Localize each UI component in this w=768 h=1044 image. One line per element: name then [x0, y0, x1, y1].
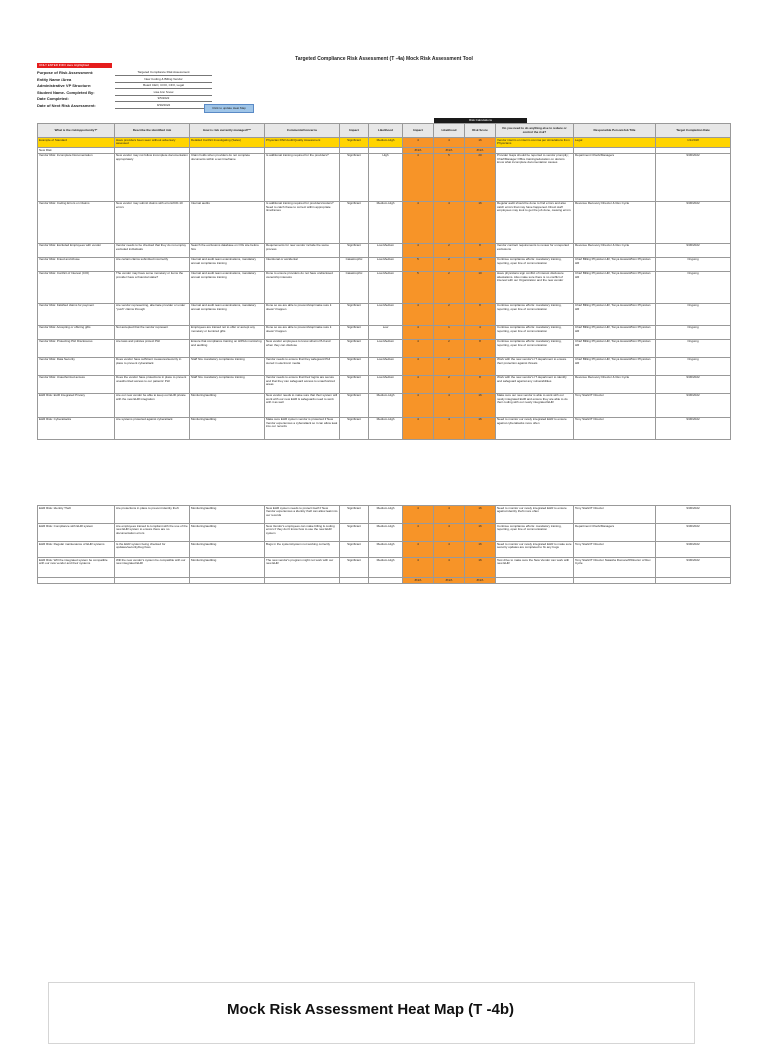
info-value-field[interactable]: Targeted Compliance Risk Assessment [115, 70, 212, 76]
cell-ci[interactable]: 4 [403, 138, 434, 148]
cell-cl[interactable]: 5 [434, 153, 465, 201]
info-value-field[interactable]: 9/5/2022 [115, 96, 212, 102]
cell-comments[interactable]: The new vendor's program might not work with our new EHR [265, 558, 340, 578]
cell-managed[interactable]: Search the exclusions database on OIG site before hire [190, 243, 265, 257]
cell-managed[interactable]: Detailed Conflict Investigating (Sales) [190, 138, 265, 148]
cell-comments[interactable]: New EHR system needs to protect itself if New Vendor experiences a identity theft can allow leak into our records [265, 506, 340, 524]
cell-score[interactable]: #N/A [465, 148, 496, 154]
cell-impact[interactable]: Catastrophic [340, 257, 369, 271]
column-header: Responsible Person/Job Title [574, 124, 656, 138]
cell-impact[interactable]: Significant [340, 201, 369, 243]
info-label: Date Completed: [37, 96, 69, 102]
column-header: Risk Score [465, 124, 496, 138]
cell-reduce[interactable]: Need to monitor our newly integrated EHR to ensure against identity theft more often [496, 506, 574, 524]
cell-comments[interactable]: Done so we are able to prevent/stop/make sure it doesn't happen [265, 303, 340, 325]
cell-ci[interactable]: 5 [403, 271, 434, 303]
cell-ci[interactable]: 5 [403, 257, 434, 271]
cell-score[interactable]: 16 [465, 201, 496, 243]
cell-impact[interactable]: Significant [340, 357, 369, 375]
cell-impact[interactable]: Catastrophic [340, 271, 369, 303]
highlight-banner: ONLY ENTER INFO Here Highlighted [37, 63, 112, 68]
cell-likelihood[interactable]: Medium-High [369, 201, 403, 243]
cell-comments[interactable]: Done so we are able to prevent/stop/make sure it doesn't happen [265, 325, 340, 339]
cell-managed[interactable]: Monitoring/auditing [190, 524, 265, 542]
heatmap-title: Mock Risk Assessment Heat Map (T -4b) [226, 1001, 515, 1018]
cell-risk[interactable]: Vendor Risk: Incomplete Documentation [38, 153, 115, 201]
cell-comments[interactable]: Requirements for new vendor include the same process [265, 243, 340, 257]
cell-person[interactable]: Tony Stark/IT Director Natasha Romanoff/Director of Rev Cycle [574, 558, 656, 578]
cell-score[interactable]: 20 [465, 153, 496, 201]
total-ci: #N/A [403, 578, 434, 584]
cell-person[interactable]: Tony Stark/IT Director [574, 393, 656, 417]
cell-cl[interactable]: #N/A [434, 148, 465, 154]
table-row [38, 153, 731, 201]
empty-cell [265, 578, 340, 584]
cell-impact[interactable]: Significant [340, 542, 369, 558]
risk-calculations-header: Risk Calculations [434, 118, 527, 123]
cell-person[interactable]: Chief Billing Physician HR, Tonya Howard/Non Physician HR [574, 271, 656, 303]
empty-cell [115, 578, 190, 584]
table-row [38, 558, 731, 578]
table-row [38, 393, 731, 417]
table-row [38, 417, 731, 439]
table-row [38, 375, 731, 393]
column-header: Impact [403, 124, 434, 138]
risk-table [37, 123, 731, 440]
update-heat-map-button[interactable]: Click to update Heat Map [204, 104, 254, 113]
column-header: Likelihood [369, 124, 403, 138]
cell-comments[interactable]: New vendor employees to know what is PHI and when they can disclose [265, 339, 340, 357]
column-header: Target Completion Date [656, 124, 731, 138]
cell-cl[interactable]: 2 [434, 357, 465, 375]
cell-reduce[interactable]: Continue compliance efforts: mandatory training, reporting, open line of communication [496, 325, 574, 339]
total-score: #N/A [465, 578, 496, 584]
cell-impact[interactable]: Significant [340, 524, 369, 542]
cell-risk[interactable]: Vendor Risk: Excluded Employees with vendor [38, 243, 115, 257]
cell-cl[interactable]: 4 [434, 417, 465, 439]
empty-cell [656, 578, 731, 584]
cell-reduce[interactable]: Work with the new vendor's IT department to identify and safeguard against any vulnerabilities [496, 375, 574, 393]
cell-risk[interactable]: EHR Risk: EHR Integrated Privacy [38, 393, 115, 417]
cell-risk[interactable]: Vendor Risk: Accepting or offering gifts [38, 325, 115, 339]
cell-ci[interactable]: 4 [403, 393, 434, 417]
column-header: Describe the identified risk [115, 124, 190, 138]
cell-desc[interactable]: Are certain claims submitted incorrectly [115, 257, 190, 271]
cell-likelihood[interactable]: Medium-High [369, 393, 403, 417]
cell-date[interactable]: 9/30/2022 [656, 393, 731, 417]
cell-score[interactable]: 16 [465, 417, 496, 439]
cell-ci[interactable]: 4 [403, 417, 434, 439]
cell-ci[interactable]: 4 [403, 558, 434, 578]
cell-ci[interactable]: 4 [403, 542, 434, 558]
cell-likelihood[interactable]: Medium-High [369, 417, 403, 439]
cell-risk[interactable]: Example of Standard [38, 138, 115, 148]
cell-managed[interactable]: Monitoring/auditing [190, 393, 265, 417]
cell-date[interactable]: 9/30/2022 [656, 558, 731, 578]
cell-desc[interactable]: Have providers been seen without adversary assessed [115, 138, 190, 148]
info-row [37, 83, 212, 89]
cell-desc[interactable]: Not accepted that the vendor represent [115, 325, 190, 339]
info-label: Purpose of Risk Assessment: [37, 70, 94, 75]
cell-cl[interactable]: 4 [434, 393, 465, 417]
info-value-field[interactable]: Lisa Ann Snow [115, 90, 212, 96]
cell-cl[interactable]: 2 [434, 257, 465, 271]
cell-desc[interactable]: Does vendor have sufficient measures/security in place to prevent cyberattack [115, 357, 190, 375]
cell-managed[interactable]: Staff hire mandatory compliance training [190, 375, 265, 393]
cell-date[interactable]: Ongoing [656, 339, 731, 357]
cell-reduce[interactable]: Continue compliance efforts: mandatory training, reporting, open line of communication [496, 339, 574, 357]
cell-cl[interactable]: 4 [434, 524, 465, 542]
cell-person[interactable]: Tony Stark/IT Director [574, 542, 656, 558]
info-row [37, 103, 212, 109]
table-row [38, 201, 731, 243]
cell-impact[interactable]: Significant [340, 506, 369, 524]
cell-desc[interactable]: Are laws and policies protect PHI [115, 339, 190, 357]
cell-risk[interactable]: Vendor Risk: Coding Errors on Claims [38, 201, 115, 243]
cell-date[interactable]: 1/1/2018 [656, 138, 731, 148]
cell-cl[interactable]: 2 [434, 339, 465, 357]
column-header: How is risk currently managed?** [190, 124, 265, 138]
info-value-field[interactable]: Board CEO, COO, CFO, Legal [115, 83, 212, 89]
cell-risk[interactable]: New Risk [38, 148, 115, 154]
cell-person[interactable]: Chief Billing Physician HR, Tonya Howard/Non Physician HR [574, 357, 656, 375]
cell-desc[interactable]: New vendor may submit claims with errors/ICD-10 errors [115, 201, 190, 243]
cell-person[interactable]: Chief Billing Physician HR, Tonya Howard/Non Physician HR [574, 257, 656, 271]
cell-date[interactable]: 9/30/2022 [656, 243, 731, 257]
cell-date[interactable]: Ongoing [656, 325, 731, 339]
cell-impact[interactable]: Significant [340, 417, 369, 439]
cell-date[interactable]: 9/30/2022 [656, 506, 731, 524]
cell-likelihood[interactable]: Low-Medium [369, 357, 403, 375]
cell-desc[interactable]: Does the vendor have protections in place to prevent unauthorized access to our patients' PHI [115, 375, 190, 393]
cell-comments[interactable]: Intentional or accidental [265, 257, 340, 271]
cell-managed[interactable]: Ensure that compliance training on HIPAA monitoring and auditing [190, 339, 265, 357]
cell-cl[interactable]: 4 [434, 138, 465, 148]
cell-reduce[interactable]: Continue compliance efforts: mandatory training, reporting, open line of communication [496, 524, 574, 542]
cell-likelihood[interactable]: Medium-High [369, 506, 403, 524]
cell-managed[interactable]: Internal and audit team examinations, mandatory annual compliance training [190, 303, 265, 325]
table-header-row [38, 124, 731, 138]
cell-comments[interactable]: Bugs in the system/system not working correctly [265, 542, 340, 558]
cell-likelihood[interactable]: Medium-High [369, 542, 403, 558]
info-row [37, 96, 212, 102]
cell-desc[interactable]: The vendor may have some monetary or items the provider have a financial stake? [115, 271, 190, 303]
cell-managed[interactable]: Monitoring/auditing [190, 558, 265, 578]
cell-likelihood[interactable]: Low-Medium [369, 271, 403, 303]
cell-date[interactable]: Ongoing [656, 257, 731, 271]
cell-ci[interactable]: 4 [403, 506, 434, 524]
cell-likelihood[interactable]: Low-Medium [369, 375, 403, 393]
empty-cell [38, 578, 115, 584]
cell-managed[interactable]: Staff hire mandatory compliance training [190, 357, 265, 375]
cell-person[interactable]: Chief Billing Physician HR, Tonya Howard/Non Physician HR [574, 339, 656, 357]
empty-cell [190, 578, 265, 584]
cell-reduce[interactable]: Make sure our new vendor is able to work with our newly integrated EHR and ensure they are able to do their coding with our newly integrated EHR [496, 393, 574, 417]
empty-cell [340, 578, 369, 584]
cell-cl[interactable]: 4 [434, 558, 465, 578]
cell-person[interactable]: Revenue Recovery Director & Rev Cycle [574, 375, 656, 393]
cell-person[interactable]: Tony Stark/IT Director [574, 506, 656, 524]
table-row [38, 325, 731, 339]
cell-date[interactable]: 9/30/2022 [656, 417, 731, 439]
risk-table-page-2 [37, 505, 731, 584]
column-header: Impact [340, 124, 369, 138]
cell-managed[interactable]: Internal and audit team examinations, mandatory annual compliance training [190, 257, 265, 271]
column-header: Do you need to do anything else to reduce or control the risk? [496, 124, 574, 138]
cell-ci[interactable]: 4 [403, 243, 434, 257]
cell-risk[interactable]: Vendor Risk: Unauthorized access [38, 375, 115, 393]
cell-reduce[interactable]: Continue compliance efforts: mandatory training, reporting, open line of communication [496, 257, 574, 271]
cell-score[interactable]: 8 [465, 375, 496, 393]
cell-score[interactable]: 16 [465, 558, 496, 578]
cell-risk[interactable]: EHR Risk: Will the integrated system be compatible with our new vendor and their systems [38, 558, 115, 578]
cell-score[interactable]: 10 [465, 271, 496, 303]
cell-ci[interactable]: 4 [403, 201, 434, 243]
cell-likelihood[interactable]: Low [369, 325, 403, 339]
cell-date[interactable]: 9/30/2022 [656, 375, 731, 393]
cell-score[interactable]: 16 [465, 393, 496, 417]
cell-desc[interactable]: Is the EHR system being checked for updates/security/bug fixes [115, 542, 190, 558]
cell-impact[interactable]: Significant [340, 325, 369, 339]
table-row [38, 257, 731, 271]
cell-managed[interactable]: Monitoring/auditing [190, 417, 265, 439]
total-cl: #N/A [434, 578, 465, 584]
cell-comments[interactable]: New Vendor's employees can make billing & coding errors if they don't know how to use the new EHR system [265, 524, 340, 542]
empty-cell [574, 578, 656, 584]
info-label: Date of Next Risk Assessment: [37, 103, 96, 108]
cell-managed[interactable]: Employees are trained not to offer or accept any monetary or itemized gifts [190, 325, 265, 339]
cell-cl[interactable]: 2 [434, 271, 465, 303]
cell-impact[interactable]: Significant [340, 138, 369, 148]
cell-risk[interactable]: EHR Risk: Identity Theft [38, 506, 115, 524]
cell-reduce[interactable]: Have physicians sign conflict of interest disclosure attestations. Also make sure there is no conflict of interest with our Organization and the new vendor [496, 271, 574, 303]
cell-ci[interactable]: 4 [403, 524, 434, 542]
cell-likelihood[interactable]: High [369, 153, 403, 201]
cell-ci[interactable]: 4 [403, 339, 434, 357]
cell-score[interactable]: 16 [465, 506, 496, 524]
table-row [38, 303, 731, 325]
empty-cell [496, 578, 574, 584]
cell-reduce[interactable]: Regular audit should be done to find errors and also catch errors that may have happened. Direct staff employees may look to get the job done, causing errors [496, 201, 574, 243]
document-title: Targeted Compliance Risk Assessment (T -4a) Mock Risk Assessment Tool [295, 56, 473, 62]
cell-comments[interactable]: Done to ensure providers do not have undisclosed ownership interests [265, 271, 340, 303]
cell-desc[interactable]: Are our new vendor be able to keep our EHR private with the new EHR integration [115, 393, 190, 417]
table-row [38, 542, 731, 558]
cell-person[interactable]: Department Chiefs/Managers [574, 524, 656, 542]
cell-risk[interactable]: Vendor Risk: Falsified claims for payment [38, 303, 115, 325]
cell-person[interactable]: Chief Billing Physician HR, Tonya Howard/Non Physician HR [574, 303, 656, 325]
cell-likelihood[interactable]: Low-Medium [369, 243, 403, 257]
cell-score[interactable]: 4 [465, 325, 496, 339]
cell-impact[interactable]: Significant [340, 339, 369, 357]
cell-managed[interactable]: Monitoring/auditing [190, 506, 265, 524]
cell-reduce[interactable]: Provider Gaps should be reported to vendor promptly; Chief/Manager Office training/education on doctors know what incomplete documentation causes [496, 153, 574, 201]
cell-date[interactable]: 9/30/2022 [656, 201, 731, 243]
cell-person[interactable]: Tony Stark/IT Director [574, 417, 656, 439]
cell-ci[interactable]: 4 [403, 357, 434, 375]
table-row [38, 506, 731, 524]
cell-comments[interactable]: Make sure EHR system vendor is protected if New Vendor experiences a cyberattack so it can allow leak into our records [265, 417, 340, 439]
info-label: Administrative VP Structure: [37, 83, 92, 89]
table-row [38, 524, 731, 542]
info-value-field[interactable]: 9/30/2022 [115, 103, 212, 109]
cell-date[interactable]: Ongoing [656, 271, 731, 303]
cell-risk[interactable]: Vendor Risk: Fraud and Abuse [38, 257, 115, 271]
cell-reduce[interactable]: Need to monitor our newly integrated EHR to ensure against cyberattacks more often [496, 417, 574, 439]
cell-likelihood[interactable]: Low-Medium [369, 303, 403, 325]
cell-reduce[interactable]: Test drive to make sure the New Vendor can work with new EHR [496, 558, 574, 578]
column-header: Comments/Concerns [265, 124, 340, 138]
cell-managed[interactable]: Monitoring/auditing [190, 542, 265, 558]
cell-ci[interactable]: #N/A [403, 148, 434, 154]
cell-likelihood[interactable]: Medium-High [369, 524, 403, 542]
cell-person[interactable]: Revenue Recovery Director & Rev Cycle [574, 243, 656, 257]
cell-date[interactable]: 9/30/2022 [656, 153, 731, 201]
cell-score[interactable]: 10 [465, 257, 496, 271]
cell-comments[interactable]: Physician PAR Audit/Quality Assessment [265, 138, 340, 148]
cell-score[interactable]: 16 [465, 542, 496, 558]
cell-impact[interactable]: Significant [340, 375, 369, 393]
cell-score[interactable]: 16 [465, 524, 496, 542]
cell-date[interactable]: Ongoing [656, 357, 731, 375]
cell-reduce[interactable]: Need to monitor our newly integrated EHR to make sure security updates are completed to fix any bugs [496, 542, 574, 558]
cell-comments[interactable]: Vendor needs to ensure that their logins are secure and that they can safeguard access to unauthorized areas [265, 375, 340, 393]
cell-risk[interactable]: EHR Risk: Cyberattacks [38, 417, 115, 439]
cell-comments[interactable]: Vendor needs to ensure that they safeguard PHI stored in electronic media [265, 357, 340, 375]
table-row [38, 357, 731, 375]
cell-risk[interactable]: Vendor Risk: Conflict of Interest (COI) [38, 271, 115, 303]
cell-comments[interactable]: Is additional training required for the providers? [265, 153, 340, 201]
cell-impact[interactable]: Significant [340, 243, 369, 257]
cell-cl[interactable]: 1 [434, 325, 465, 339]
cell-managed[interactable]: Claim holds when providers do not complete documents within a set timeframe [190, 153, 265, 201]
table-row [38, 138, 731, 148]
cell-likelihood[interactable]: Low-Medium [369, 257, 403, 271]
cell-cl[interactable]: 4 [434, 542, 465, 558]
cell-date[interactable]: Ongoing [656, 303, 731, 325]
cell-cl[interactable]: 2 [434, 375, 465, 393]
cell-cl[interactable]: 2 [434, 243, 465, 257]
cell-risk[interactable]: EHR Risk: Regular maintenance of EHR systems [38, 542, 115, 558]
cell-comments[interactable]: New vendor needs to make sure that their system will work with our new EHR & safeguards need to work with it as well [265, 393, 340, 417]
cell-desc[interactable]: Are employees trained & compliant with the use of the new EHR system to ensure there are no documentation errors [115, 524, 190, 542]
cell-score[interactable]: 8 [465, 357, 496, 375]
column-header: What is the risk/opportunity?* [38, 124, 115, 138]
cell-reduce[interactable]: Continue compliance efforts: mandatory training, reporting, open line of communication [496, 303, 574, 325]
cell-likelihood[interactable]: Medium-High [369, 558, 403, 578]
cell-desc[interactable]: Vendor needs to be checked that they do not employ excluded individuals [115, 243, 190, 257]
cell-desc[interactable]: Are protections in place to prevent identity theft [115, 506, 190, 524]
cell-score[interactable]: 16 [465, 138, 496, 148]
cell-likelihood[interactable]: Medium-High [369, 138, 403, 148]
cell-person[interactable]: Revenue Recovery Director & Rev Cycle [574, 201, 656, 243]
info-row [37, 77, 212, 83]
cell-cl[interactable]: 4 [434, 506, 465, 524]
cell-reduce[interactable]: Vendor contract requirements to review for unreported exclusions [496, 243, 574, 257]
cell-managed[interactable]: Internal and audit team examinations, mandatory annual compliance training [190, 271, 265, 303]
cell-ci[interactable]: 4 [403, 303, 434, 325]
info-label: Entity Name /Area [37, 76, 72, 82]
cell-desc[interactable]: Are systems protected against cyberattack [115, 417, 190, 439]
cell-score[interactable]: 8 [465, 243, 496, 257]
cell-managed[interactable]: Internal audits [190, 201, 265, 243]
cell-cl[interactable]: 4 [434, 201, 465, 243]
table-row [38, 271, 731, 303]
cell-person[interactable]: Department Chiefs/Managers [574, 153, 656, 201]
cell-risk[interactable]: Vendor Risk: Protecting PHI Disclosures [38, 339, 115, 357]
cell-ci[interactable]: 4 [403, 375, 434, 393]
totals-row [38, 578, 731, 584]
cell-score[interactable]: 8 [465, 303, 496, 325]
info-label: Student Name- Completed By: [37, 89, 95, 95]
cell-impact[interactable]: Significant [340, 153, 369, 201]
cell-date[interactable]: 9/30/2022 [656, 524, 731, 542]
cell-ci[interactable]: 4 [403, 153, 434, 201]
cell-likelihood[interactable]: Low-Medium [369, 339, 403, 357]
table-row [38, 243, 731, 257]
cell-date[interactable]: 9/30/2022 [656, 542, 731, 558]
cell-desc[interactable]: Will the new vendor's system be compatible with our new integrated EHR [115, 558, 190, 578]
cell-score[interactable]: 8 [465, 339, 496, 357]
cell-ci[interactable]: 4 [403, 325, 434, 339]
cell-person[interactable]: Chief Billing Physician HR, Tonya Howard/Non Physician HR [574, 325, 656, 339]
cell-impact[interactable]: Significant [340, 303, 369, 325]
info-row [37, 90, 212, 96]
cell-comments[interactable]: Is additional training required for providers/coders? Need to catch these to correct within appropriate timeframes [265, 201, 340, 243]
cell-desc[interactable]: New vendor may not follow incomplete documentation appropriately [115, 153, 190, 201]
empty-cell [369, 578, 403, 584]
cell-risk[interactable]: Vendor Risk: Data Security [38, 357, 115, 375]
cell-risk[interactable]: EHR Risk: Compliance with EHR system [38, 524, 115, 542]
cell-reduce[interactable]: Vendor interim on interim comma per stimulations from Physicians [496, 138, 574, 148]
cell-person[interactable]: Legal [574, 138, 656, 148]
cell-impact[interactable]: Significant [340, 393, 369, 417]
cell-impact[interactable]: Significant [340, 558, 369, 578]
info-value-field[interactable]: New Coding & Billing Vendor [115, 77, 212, 83]
cell-cl[interactable]: 2 [434, 303, 465, 325]
info-row [37, 70, 212, 76]
table-row [38, 339, 731, 357]
cell-reduce[interactable]: Work with the new vendor's IT department to ensure their protection against threats [496, 357, 574, 375]
column-header: Likelihood [434, 124, 465, 138]
cell-desc[interactable]: Are vendor representing, alternate provider or under "push" claims through [115, 303, 190, 325]
